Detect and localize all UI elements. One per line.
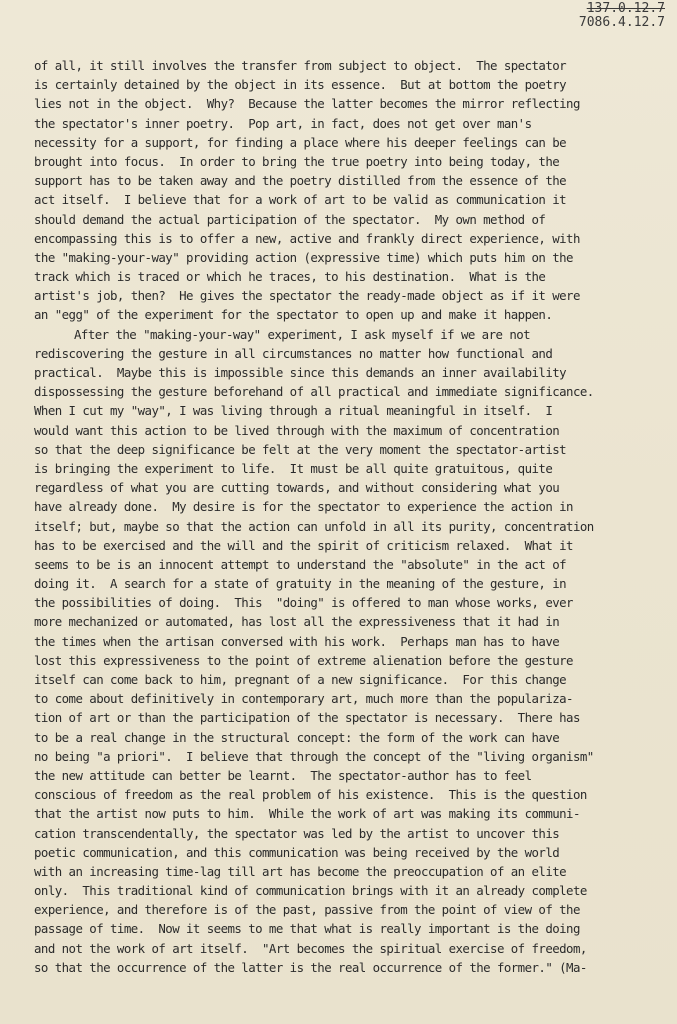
text-line: that the artist now puts to him. While the work of art was making its communi- — [34, 806, 580, 822]
archive-mark-current: 7086.4.12.7 — [578, 15, 665, 30]
text-line: doing it. A search for a state of gratuity in the meaning of the gesture, in — [34, 576, 567, 592]
text-line: would want this action to be lived through with the maximum of concentration — [34, 422, 560, 438]
text-line: tion of art or than the participation of the spectator is necessary. There has — [34, 710, 580, 726]
text-line: itself; but, maybe so that the action can unfold in all its purity, concentration — [34, 518, 594, 534]
text-line: of all, it still involves the transfer from subject to object. The spectator — [34, 58, 567, 73]
text-line: conscious of freedom as the real problem of his existence. This is the question — [34, 787, 587, 803]
text-line: track which is traced or which he traces, to his destination. What is the — [34, 269, 546, 285]
text-line: an "egg" of the experiment for the spectator to open up and make it happen. — [34, 307, 553, 323]
text-line: so that the deep significance be felt at the very moment the spectator-artist — [34, 441, 567, 457]
text-line: artist's job, then? He gives the spectator the ready-made object as if it were — [34, 288, 580, 304]
text-line: itself can come back to him, pregnant of a new significance. For this change — [34, 672, 567, 687]
text-line: the "making-your-way" providing action (expressive time) which puts him on the — [34, 249, 573, 265]
text-line: poetic communication, and this communication was being received by the world — [34, 844, 560, 860]
text-line: experience, and therefore is of the past, passive from the point of view of the — [34, 902, 580, 918]
text-line: should demand the actual participation of the spectator. My own method of — [34, 211, 546, 227]
body-text — [34, 56, 666, 977]
paragraph-start-line: After the "making-your-way" experiment, I ask myself if we are not — [74, 326, 531, 342]
text-line: no being "a priori". I believe that through the concept of the "living organism" — [34, 748, 594, 764]
text-line: seems to be is an innocent attempt to understand the "absolute" in the act of — [34, 556, 567, 572]
text-line: cation transcendentally, the spectator was led by the artist to uncover this — [34, 825, 560, 841]
text-line: so that the occurrence of the latter is the real occurrence of the former." (Ma- — [34, 959, 587, 975]
text-line: the spectator's inner poetry. Pop art, in fact, does not get over man's — [34, 115, 532, 131]
text-line: has to be exercised and the will and the spirit of criticism relaxed. What it — [34, 537, 573, 553]
text-line: act itself. I believe that for a work of art to be valid as communication it — [34, 192, 567, 208]
text-line: When I cut my "way", I was living through a ritual meaningful in itself. I — [34, 403, 553, 419]
text-line: regardless of what you are cutting towards, and without considering what you — [34, 480, 560, 496]
text-line: rediscovering the gesture in all circumstances no matter how functional and — [34, 345, 553, 361]
text-line: more mechanized or automated, has lost all the expressiveness that it had in — [34, 614, 560, 630]
text-line: to be a real change in the structural concept: the form of the work can have — [34, 729, 560, 745]
text-line: the times when the artisan conversed with his work. Perhaps man has to have — [34, 633, 560, 649]
text-line: lost this expressiveness to the point of extreme alienation before the gesture — [34, 652, 573, 668]
text-line: passage of time. Now it seems to me that what is really important is the doing — [34, 921, 580, 937]
text-line: have already done. My desire is for the spectator to experience the action in — [34, 499, 573, 515]
archive-reference-mark — [579, 2, 665, 30]
text-line: to come about definitively in contemporary art, much more than the populariza- — [34, 691, 573, 707]
text-line: is certainly detained by the object in its essence. But at bottom the poetry — [34, 77, 567, 93]
archive-mark-crossed-out: 137.0.12.7 — [586, 1, 665, 16]
text-line: brought into focus. In order to bring the true poetry into being today, the — [34, 153, 560, 169]
text-line: support has to be taken away and the poetry distilled from the essence of the — [34, 173, 567, 189]
text-line: is bringing the experiment to life. It must be all quite gratuitous, quite — [34, 460, 553, 476]
text-line: lies not in the object. Why? Because the latter becomes the mirror reflecting — [34, 96, 580, 112]
text-line: only. This traditional kind of communication brings with it an already complete — [34, 883, 587, 899]
text-line: necessity for a support, for finding a place where his deeper feelings can be — [34, 134, 567, 150]
text-line: encompassing this is to offer a new, active and frankly direct experience, with — [34, 230, 580, 246]
text-line: and not the work of art itself. "Art becomes the spiritual exercise of freedom, — [34, 940, 587, 956]
text-line: the new attitude can better be learnt. The spectator-author has to feel — [34, 767, 532, 783]
text-line: the possibilities of doing. This "doing" is offered to man whose works, ever — [34, 595, 573, 611]
text-line: dispossessing the gesture beforehand of all practical and immediate significance. — [34, 384, 594, 400]
text-line: with an increasing time-lag till art has become the preoccupation of an elite — [34, 863, 567, 879]
text-line: practical. Maybe this is impossible since this demands an inner availability — [34, 365, 567, 380]
